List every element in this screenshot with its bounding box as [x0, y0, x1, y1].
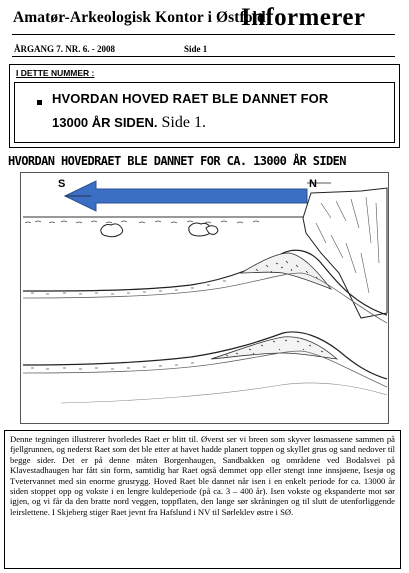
- bullet-icon: [37, 100, 42, 105]
- figure-title: HVORDAN HOVEDRAET BLE DANNET FOR CA. 13000 ÅR SIDEN: [8, 154, 346, 168]
- masthead-rule: [12, 34, 395, 35]
- toc-heading: I DETTE NUMMER :: [16, 68, 95, 78]
- label-south: S: [58, 178, 66, 190]
- moraine-drawing: [20, 172, 389, 424]
- toc-item-line2-bold: 13000 ÅR SIDEN.: [52, 115, 158, 130]
- label-north: N: [309, 178, 317, 190]
- moraine-illustration: [21, 173, 388, 423]
- publisher-name: Amatør-Arkeologisk Kontor i Østfold: [13, 9, 266, 26]
- direction-arrow-icon: [65, 181, 307, 211]
- toc-item-box: [14, 82, 395, 143]
- toc-item-line2: [52, 114, 206, 132]
- newsletter-title: Informerer: [241, 4, 366, 31]
- issue-rule: [12, 56, 395, 57]
- issue-number: ÅRGANG 7. NR. 6. - 2008: [14, 44, 115, 54]
- figure-caption: Denne tegningen illustrerer hvorledes Raet er blitt til. Øverst ser vi breen som skyver løsmassene sammen på fjellgrunnen, og nederst Raet som det ble etter at havet hadde planert toppen og skyllet grus og sand nedover til begge sider. Det er på denne måten Borgenhaugen, Sandbakken og områdene ved Bodalsvei på Klavestadhaugen har fått sin form, samtidig har Raet også demmet opp eller stengt inne innsjøene, Isesjø og Tvetervannet med sin enorme grusrygg. Hoved Raet ble dannet når isen i en enkelt periode for ca. 13000 år siden stoppet opp og vokste i en lengre kuldeperiode (på ca. 3 – 400 år). Isen vokste og ekspanderte mot sør igjen, og vi får da den bratte nord veggen, toppflaten, den lange sør skråningen og til slutt de utenforliggende leirslettene. I Skjeberg stiger Raet jevnt fra Hafslund i NV til Sørleklev østre i SØ.: [4, 430, 401, 569]
- table-of-contents: [9, 64, 400, 148]
- toc-item-line1: HVORDAN HOVED RAET BLE DANNET FOR: [52, 91, 329, 106]
- issue-line: [14, 44, 394, 54]
- page-number: Side 1: [184, 44, 208, 54]
- toc-item-page: Side 1.: [161, 114, 206, 131]
